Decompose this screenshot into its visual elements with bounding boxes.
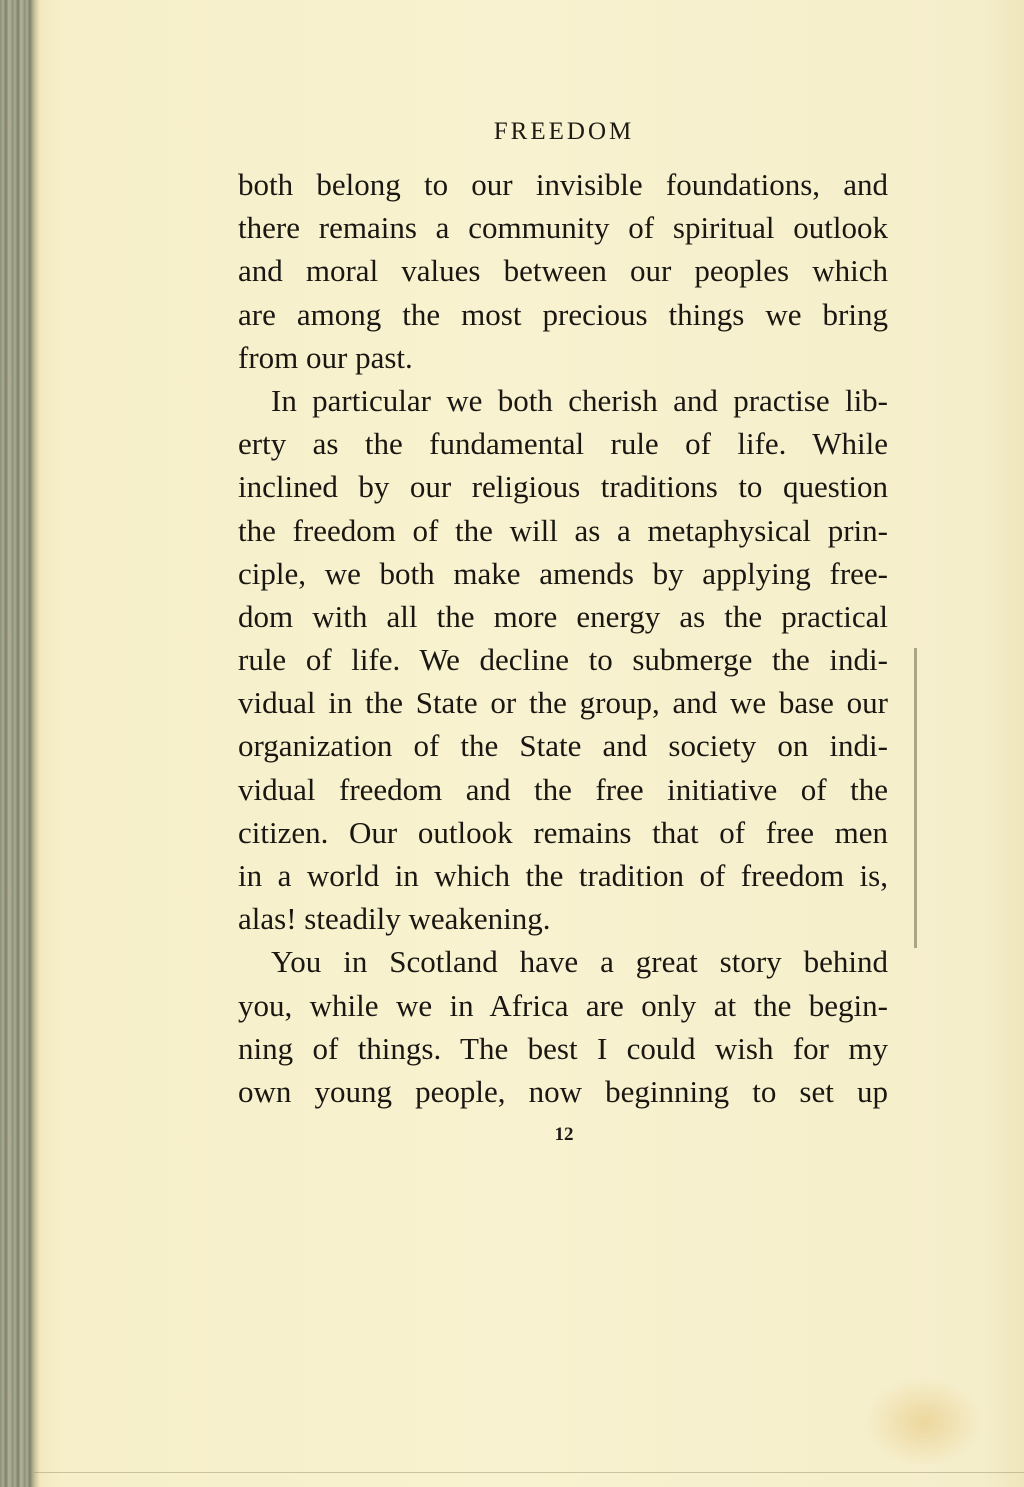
- book-binding-edge: [0, 0, 34, 1487]
- text-line: from our past.: [238, 339, 413, 375]
- text-line: the freedom of the will as a metaphysical prin-: [238, 512, 888, 548]
- text-line: erty as the fundamental rule of life. While: [238, 426, 888, 462]
- text-line: you, while we in Africa are only at the begin-: [238, 987, 888, 1023]
- text-line: there remains a community of spiritual outlook: [238, 210, 888, 246]
- margin-pencil-mark: [914, 648, 917, 948]
- page-bottom-edge: [34, 1472, 1024, 1473]
- paper-stain: [864, 1377, 984, 1467]
- text-line: rule of life. We decline to submerge the indi-: [238, 642, 888, 678]
- text-line: ning of things. The best I could wish for my: [238, 1030, 888, 1066]
- text-line: vidual freedom and the free initiative of the: [238, 771, 888, 807]
- text-line: In particular we both cherish and practise lib-: [271, 382, 888, 418]
- page-number: 12: [554, 1124, 574, 1145]
- text-line: and moral values between our peoples which: [238, 253, 888, 289]
- text-line: dom with all the more energy as the practical: [238, 598, 888, 634]
- text-line: own young people, now beginning to set up: [238, 1073, 888, 1109]
- text-line: citizen. Our outlook remains that of free men: [238, 814, 888, 850]
- text-line: You in Scotland have a great story behind: [271, 944, 888, 980]
- text-line: alas! steadily weakening.: [238, 901, 551, 937]
- text-line: both belong to our invisible foundations, and: [238, 167, 888, 202]
- text-line: organization of the State and society on indi-: [238, 728, 888, 764]
- text-line: inclined by our religious traditions to question: [238, 469, 888, 505]
- text-line: in a world in which the tradition of freedom is,: [238, 858, 888, 893]
- text-line: ciple, we both make amends by applying free-: [238, 555, 888, 591]
- body-text: [238, 163, 888, 1113]
- text-line: vidual in the State or the group, and we base our: [238, 685, 888, 721]
- running-head: FREEDOM: [493, 118, 635, 145]
- text-line: are among the most precious things we bring: [238, 296, 888, 332]
